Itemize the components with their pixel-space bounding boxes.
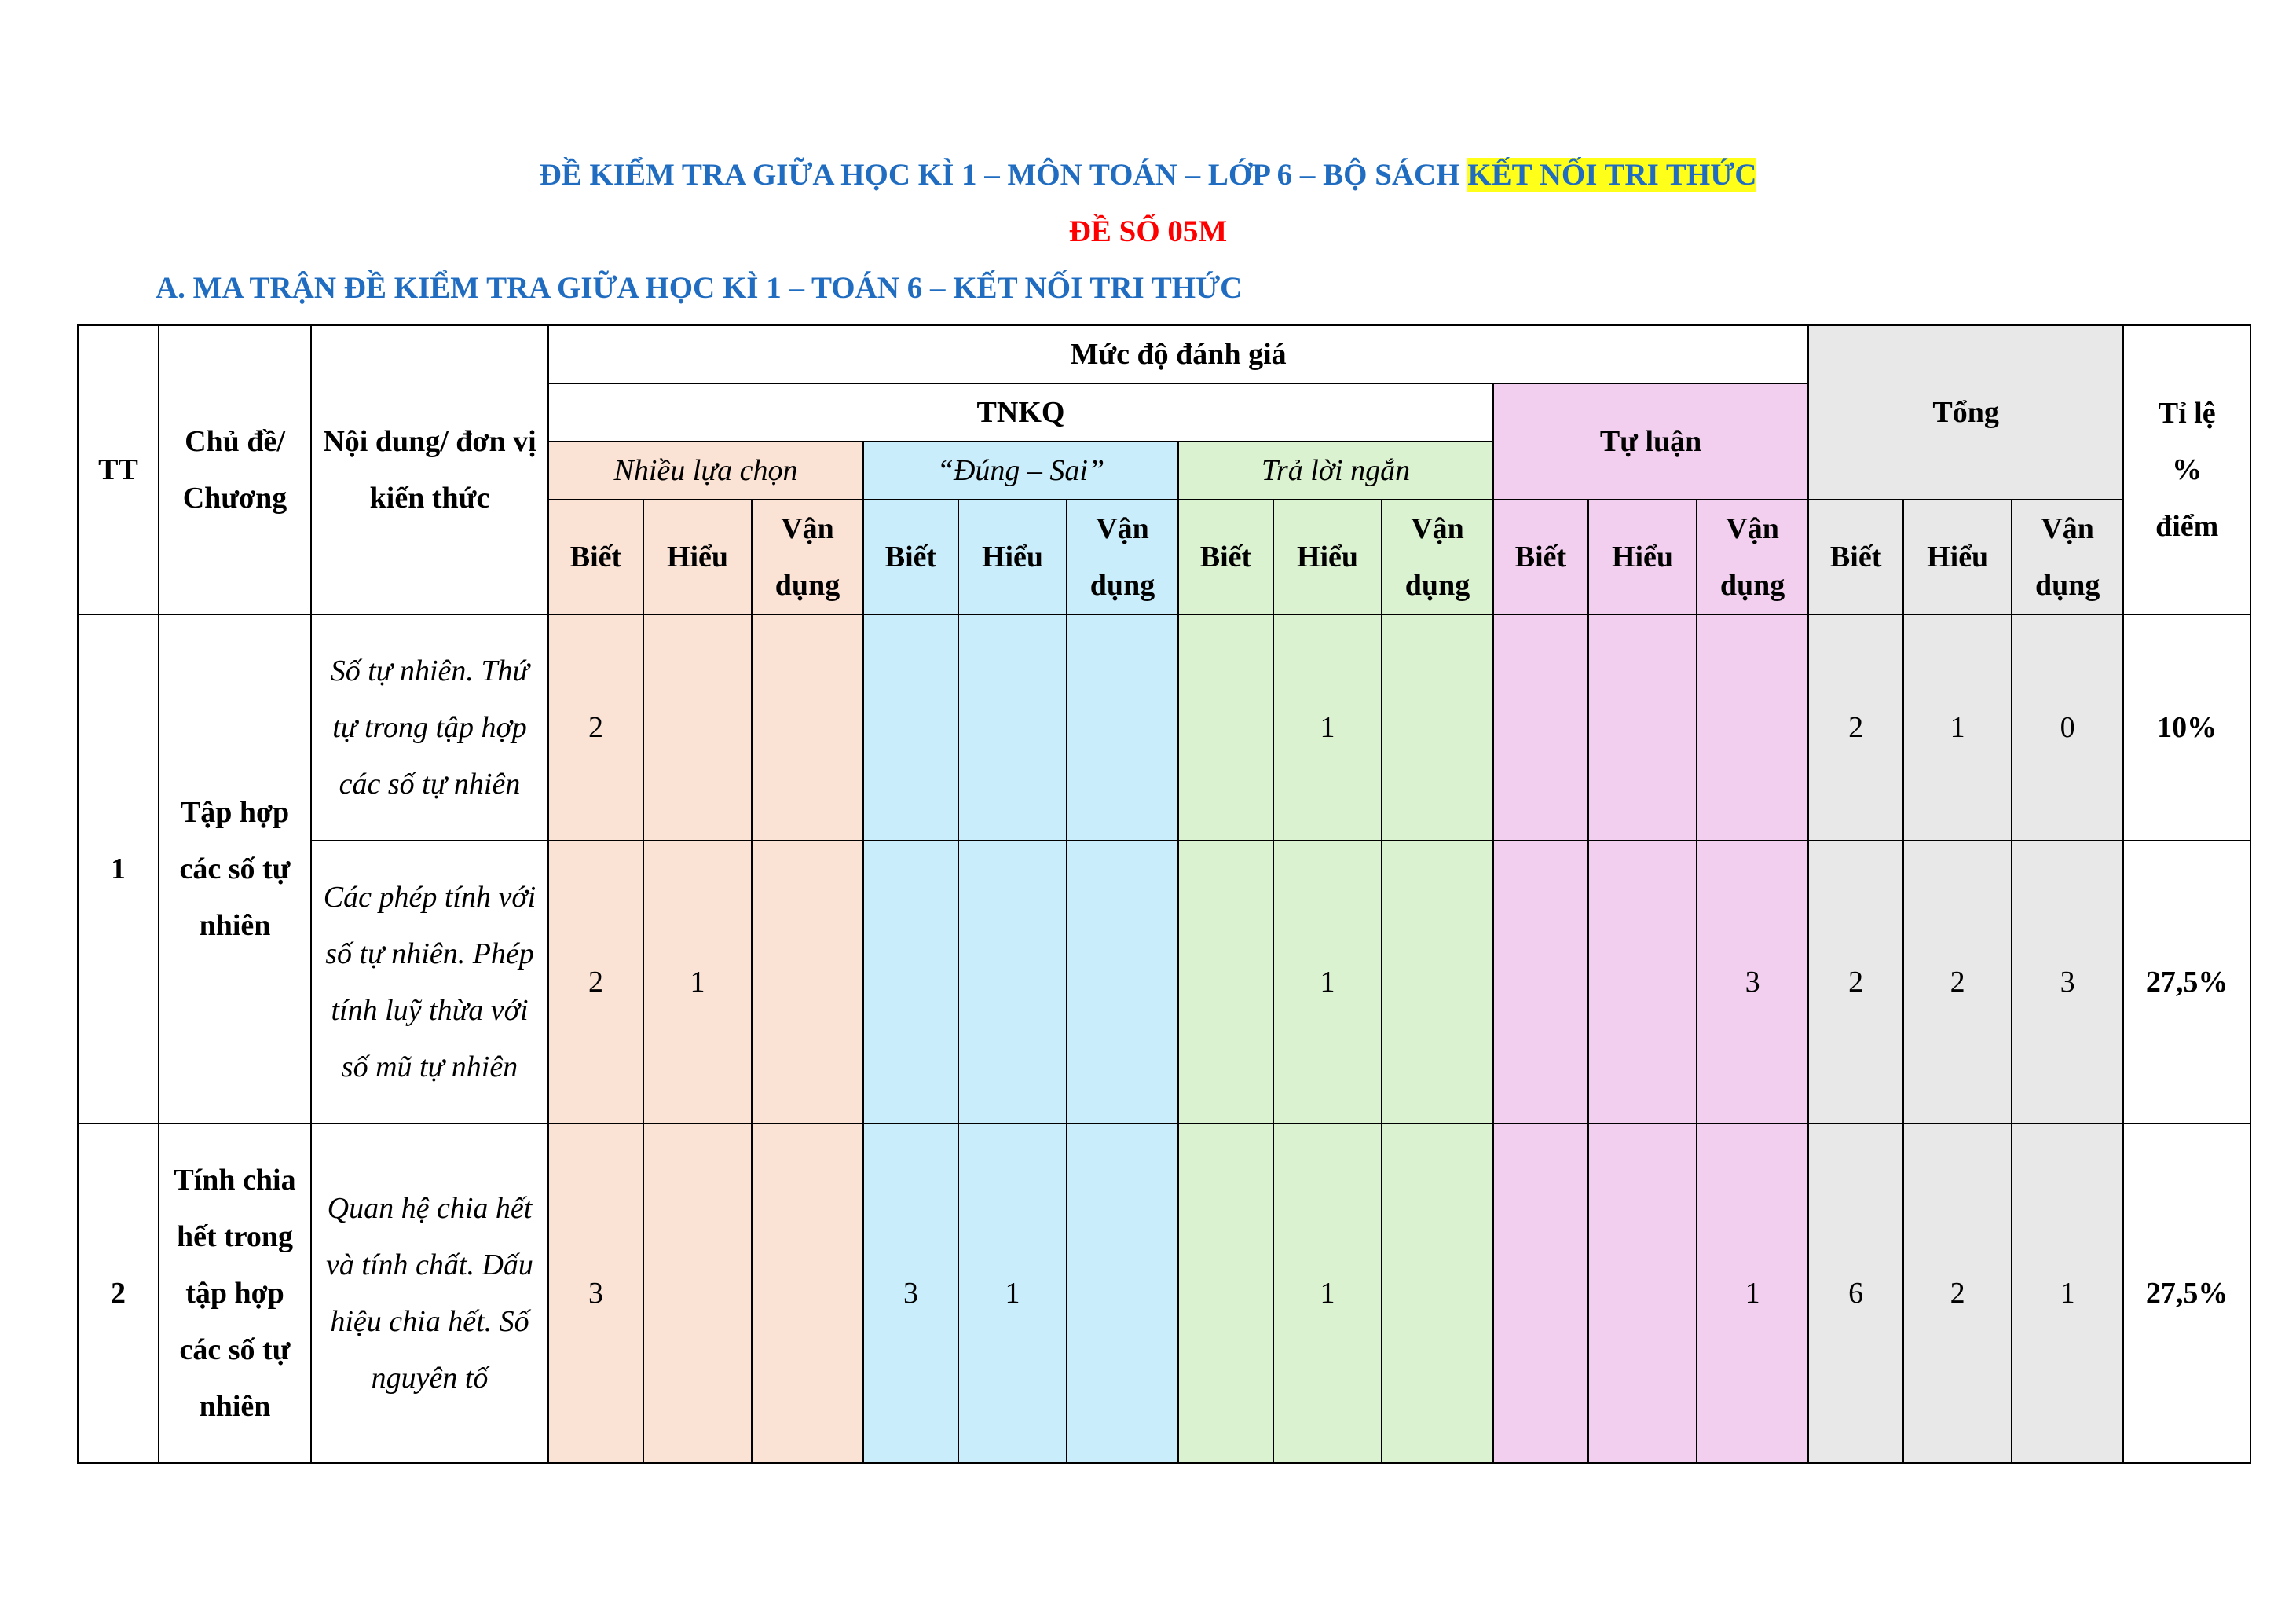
header-row-1: [78, 325, 2250, 383]
cell-essay-apply: [1697, 614, 1808, 841]
cell-total-know: 2: [1808, 614, 1903, 841]
cell-total-apply: 1: [2012, 1124, 2123, 1463]
header-essay: Tự luận: [1493, 383, 1808, 500]
cell-total-know: 6: [1808, 1124, 1903, 1463]
cell-total-apply: 0: [2012, 614, 2123, 841]
cell-essay-know: [1493, 1124, 1588, 1463]
cell-tf-understand: [958, 841, 1067, 1124]
cell-essay-apply: 1: [1697, 1124, 1808, 1463]
assessment-matrix-table: [77, 324, 2251, 1464]
cell-total-understand: 2: [1903, 1124, 2012, 1463]
level-understand: Hiểu: [643, 500, 752, 614]
header-true-false: “Đúng – Sai”: [863, 442, 1178, 500]
cell-essay-apply: 3: [1697, 841, 1808, 1124]
title-main: ĐỀ KIỂM TRA GIỮA HỌC KÌ 1 – MÔN TOÁN – LỚP 6 – BỘ SÁCH: [539, 158, 1468, 192]
cell-short-know: [1178, 841, 1273, 1124]
cell-tf-apply: [1067, 841, 1178, 1124]
row-tt: 2: [78, 1124, 159, 1463]
cell-essay-know: [1493, 841, 1588, 1124]
level-understand: Hiểu: [1273, 500, 1382, 614]
document-title: [0, 151, 2296, 200]
level-understand: Hiểu: [958, 500, 1067, 614]
row-content: Quan hệ chia hết và tính chất. Dấu hiệu chia hết. Số nguyên tố: [311, 1124, 548, 1463]
table-row: [78, 1124, 2250, 1463]
cell-ratio: 27,5%: [2123, 1124, 2250, 1463]
section-title: A. MA TRẬN ĐỀ KIỂM TRA GIỮA HỌC KÌ 1 – TOÁN 6 – KẾT NỐI TRI THỨC: [156, 271, 1243, 305]
header-ratio: Tỉ lệ % điểm: [2123, 325, 2250, 614]
cell-total-understand: 2: [1903, 841, 2012, 1124]
header-multiple-choice: Nhiều lựa chọn: [548, 442, 863, 500]
cell-tf-apply: [1067, 614, 1178, 841]
cell-short-know: [1178, 614, 1273, 841]
cell-tf-know: [863, 614, 958, 841]
table-row: [78, 841, 2250, 1124]
level-apply: Vận dụng: [2012, 500, 2123, 614]
cell-total-understand: 1: [1903, 614, 2012, 841]
cell-ratio: 27,5%: [2123, 841, 2250, 1124]
level-apply: Vận dụng: [1697, 500, 1808, 614]
level-understand: Hiểu: [1903, 500, 2012, 614]
cell-short-apply: [1382, 841, 1493, 1124]
header-assessment-level: Mức độ đánh giá: [548, 325, 1808, 383]
level-apply: Vận dụng: [1067, 500, 1178, 614]
cell-ratio: 10%: [2123, 614, 2250, 841]
level-understand: Hiểu: [1588, 500, 1697, 614]
cell-essay-know: [1493, 614, 1588, 841]
cell-mcq-understand: 1: [643, 841, 752, 1124]
title-highlight: KẾT NỐI TRI THỨC: [1467, 158, 1757, 192]
cell-short-apply: [1382, 614, 1493, 841]
cell-essay-understand: [1588, 614, 1697, 841]
level-apply: Vận dụng: [752, 500, 863, 614]
header-content: Nội dung/ đơn vị kiến thức: [311, 325, 548, 614]
cell-short-understand: 1: [1273, 1124, 1382, 1463]
level-know: Biết: [1178, 500, 1273, 614]
row-tt: 1: [78, 614, 159, 1124]
level-apply: Vận dụng: [1382, 500, 1493, 614]
cell-mcq-know: 2: [548, 614, 643, 841]
level-know: Biết: [1808, 500, 1903, 614]
row-content: Các phép tính với số tự nhiên. Phép tính luỹ thừa với số mũ tự nhiên: [311, 841, 548, 1124]
cell-total-know: 2: [1808, 841, 1903, 1124]
cell-tf-understand: 1: [958, 1124, 1067, 1463]
cell-essay-understand: [1588, 1124, 1697, 1463]
cell-tf-apply: [1067, 1124, 1178, 1463]
exam-number: ĐỀ SỐ 05M: [1068, 214, 1228, 248]
cell-mcq-know: 3: [548, 1124, 643, 1463]
cell-total-apply: 3: [2012, 841, 2123, 1124]
header-total: Tổng: [1808, 325, 2123, 500]
row-content: Số tự nhiên. Thứ tự trong tập hợp các số tự nhiên: [311, 614, 548, 841]
header-tnkq: TNKQ: [548, 383, 1493, 442]
row-topic: Tập hợp các số tự nhiên: [159, 614, 311, 1124]
header-short-answer: Trả lời ngắn: [1178, 442, 1493, 500]
cell-mcq-know: 2: [548, 841, 643, 1124]
header-tt: TT: [78, 325, 159, 614]
cell-essay-understand: [1588, 841, 1697, 1124]
level-know: Biết: [548, 500, 643, 614]
header-topic: Chủ đề/ Chương: [159, 325, 311, 614]
cell-mcq-apply: [752, 841, 863, 1124]
level-know: Biết: [1493, 500, 1588, 614]
cell-mcq-understand: [643, 614, 752, 841]
cell-short-understand: 1: [1273, 614, 1382, 841]
row-topic: Tính chia hết trong tập hợp các số tự nhiên: [159, 1124, 311, 1463]
cell-short-apply: [1382, 1124, 1493, 1463]
cell-tf-know: [863, 841, 958, 1124]
cell-mcq-apply: [752, 1124, 863, 1463]
cell-short-know: [1178, 1124, 1273, 1463]
cell-tf-know: 3: [863, 1124, 958, 1463]
table-row: [78, 614, 2250, 841]
level-know: Biết: [863, 500, 958, 614]
cell-short-understand: 1: [1273, 841, 1382, 1124]
cell-mcq-understand: [643, 1124, 752, 1463]
cell-tf-understand: [958, 614, 1067, 841]
cell-mcq-apply: [752, 614, 863, 841]
